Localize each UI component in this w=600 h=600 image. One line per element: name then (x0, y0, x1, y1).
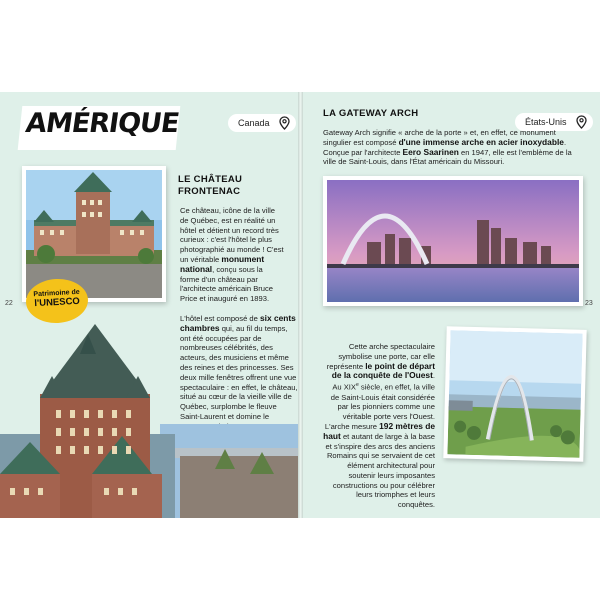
page-number-left: 22 (5, 300, 13, 307)
chateau-paragraph-1: Ce château, icône de la ville de Québec, est en réalité un hôtel et détient un record très curieux : c'est l'hôtel le plus photographié au monde ! C'est un véritable monument national, conçu sous la forme d'un château par l'architecte américain Bruce Price et inauguré en 1893. (180, 206, 284, 304)
map-pin-icon (279, 116, 290, 136)
chateau-cityscape-image (0, 324, 300, 518)
article-title-chateau: LE CHÂTEAU FRONTENAC (178, 174, 243, 197)
map-pin-icon (576, 115, 587, 135)
region-heading: AMÉRIQUE (23, 108, 181, 139)
location-label: Canada (238, 118, 270, 128)
gateway-arch-photo (443, 326, 586, 462)
article-title-gateway: LA GATEWAY ARCH (323, 108, 419, 119)
location-pill-canada (228, 114, 296, 132)
badge-line-1: Patrimoine de (33, 288, 80, 299)
gateway-paragraph-2: Cette arche spectaculaire symbolise une porte, car elle représente le point de départ de la conquête de l'Ouest. Au XIXe siècle, en effet, la ville de Saint-Louis était considérée par les pionniers comme une véritable porte vers l'Ouest. L'arche mesure 192 mètres de haut et autant de large à la base et s'inspire des arcs des anciens Romains qui se servaient de cet élément architectural pour soutenir leurs imposantes constructions ou pour célébrer leurs triomphes et leurs conquêtes. (323, 342, 435, 510)
badge-line-2: l'UNESCO (34, 295, 81, 310)
location-label: États-Unis (525, 117, 567, 127)
gateway-intro-paragraph: Gateway Arch signifie « arche de la porte » et, en effet, ce monument singulier est composé d'une immense arche en acier inoxydable. Conçue par l'architecte Eero Saarinen en 1947, elle est l'emblème de la ville de Saint-Louis, dans l'État américain du Missouri. (323, 128, 572, 167)
left-page (0, 92, 300, 518)
chateau-paragraph-2: L'hôtel est composé de six cents chambres qui, au fil du temps, ont été occupées par de nombreuses célébrités, des acteurs, des musiciens et même des reines et des princesses. Ses deux mille fenêtres offrent une vue spectaculaire : en effet, le château, situé au cœur de la vieille ville de Québec, surplombe le fleuve Saint-Laurent et domine le (180, 313, 298, 421)
right-page (301, 92, 600, 518)
book-gutter (298, 92, 303, 518)
page-number-right: 23 (585, 300, 593, 307)
gateway-skyline-photo (323, 176, 583, 306)
